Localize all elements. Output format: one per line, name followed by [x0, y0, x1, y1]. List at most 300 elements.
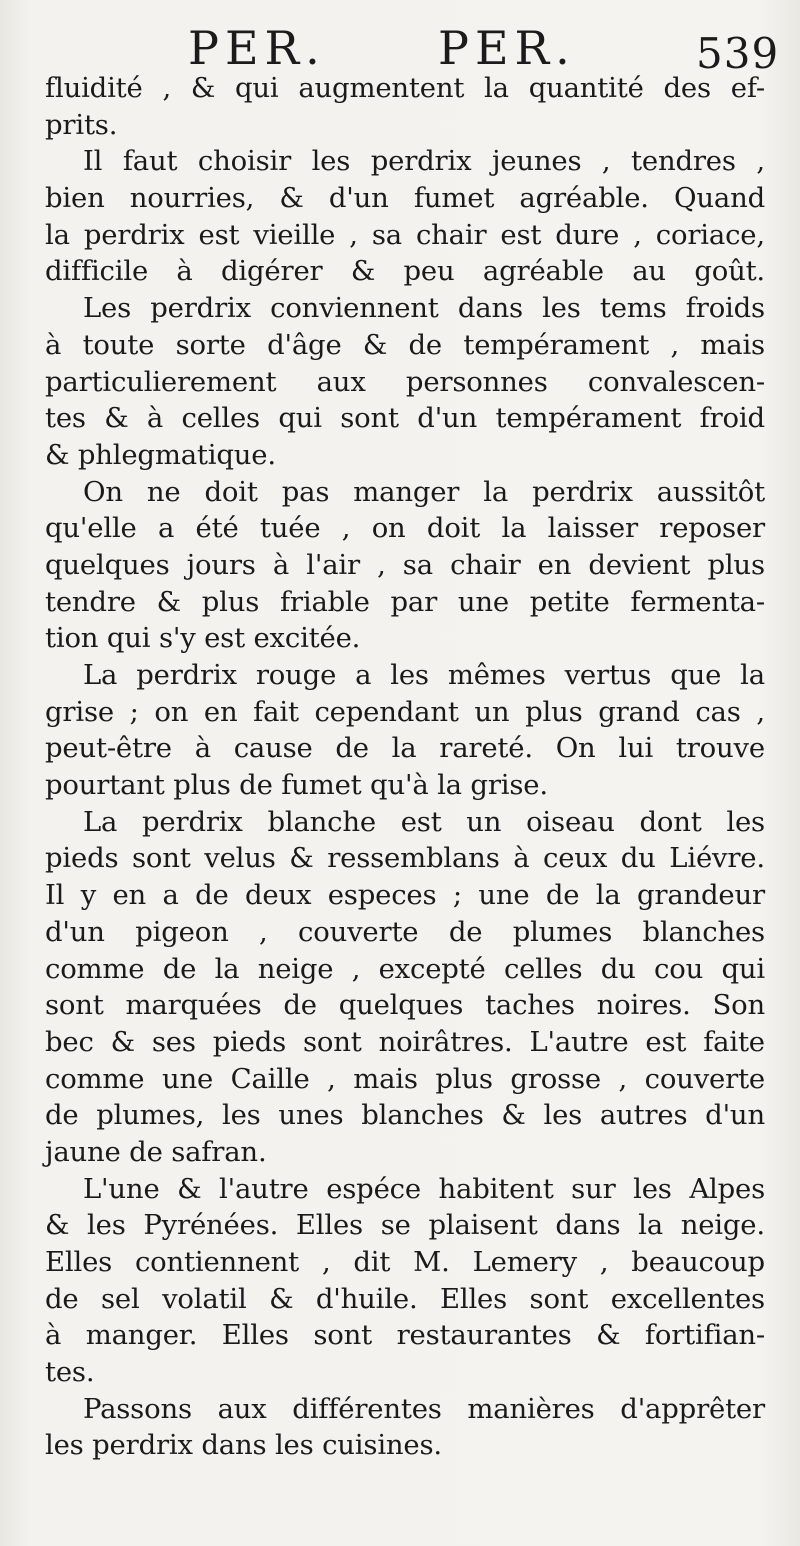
word: on: [154, 695, 189, 728]
word: celles: [181, 402, 260, 435]
word: On: [83, 475, 123, 508]
word: &: [45, 1209, 70, 1242]
word: plus: [201, 585, 260, 618]
word: Elles: [221, 1319, 289, 1352]
text-line: [45, 1244, 765, 1281]
word: &: [596, 1319, 621, 1352]
word: une: [478, 879, 530, 912]
word: perdrix: [83, 218, 185, 251]
word: grosse: [510, 1062, 601, 1095]
text-line: [45, 253, 765, 290]
word: cas: [695, 695, 741, 728]
word: nourries,: [129, 182, 255, 215]
text-line: [45, 1061, 765, 1098]
word: blanche: [267, 805, 376, 838]
word: comme: [45, 952, 145, 985]
word: faite: [703, 1025, 765, 1058]
word: qu'à: [370, 769, 429, 802]
word: vertus: [564, 659, 652, 691]
word: ,: [756, 695, 765, 728]
word: pourtant: [45, 769, 165, 802]
word: fermenta-: [630, 585, 765, 618]
word: Alpes: [689, 1172, 765, 1205]
text-line: [45, 180, 765, 217]
paragraph-first-line: [45, 474, 765, 511]
word: tempérament: [495, 402, 682, 435]
text-line: [45, 1207, 765, 1244]
text-line: [45, 1354, 765, 1391]
word: perdrix: [142, 805, 243, 838]
word: sont: [529, 1282, 589, 1315]
word: Lemery: [472, 1246, 577, 1278]
word: tes.: [45, 1356, 95, 1389]
word: ,: [670, 328, 680, 361]
word: dure: [555, 218, 620, 251]
word: Il: [45, 879, 65, 912]
word: de: [195, 879, 229, 912]
word: les: [390, 659, 429, 691]
word: fumet: [413, 182, 495, 215]
word: est: [500, 218, 542, 251]
word: sont: [340, 402, 399, 435]
word: bien: [45, 182, 105, 215]
word: beaucoup: [631, 1246, 765, 1278]
word: sont: [303, 1025, 362, 1058]
word: &: [350, 255, 376, 288]
text-line: [45, 510, 765, 547]
word: couverte: [298, 915, 419, 948]
word: ceux: [543, 842, 608, 875]
word: &: [177, 1172, 202, 1205]
word: la: [437, 769, 462, 802]
word: la: [740, 659, 765, 691]
word: cuisines.: [322, 1429, 442, 1462]
paragraph-first-line: [45, 1171, 765, 1208]
word: les: [45, 1429, 84, 1462]
word: Elles: [45, 1246, 113, 1278]
paragraph-first-line: [45, 290, 765, 327]
word: Liévre.: [669, 842, 765, 875]
word: en: [537, 548, 572, 581]
running-header: [0, 14, 800, 78]
word: les: [543, 1099, 583, 1132]
word: augmentent: [298, 72, 465, 104]
word: l'air: [306, 548, 360, 581]
word: les: [222, 1099, 261, 1132]
text-line: [45, 914, 765, 951]
text-line: [45, 107, 765, 144]
word: plus: [173, 769, 231, 802]
word: ,: [321, 1246, 331, 1278]
word: perdrix: [92, 1429, 193, 1462]
word: excitée.: [253, 622, 361, 655]
text-line: [45, 584, 765, 621]
word: jours: [186, 548, 256, 581]
word: trouve: [675, 732, 765, 765]
word: plumes,: [96, 1099, 205, 1132]
text-line: [45, 987, 765, 1024]
word: agréable.: [519, 182, 649, 215]
word: est: [400, 805, 442, 838]
word: ,: [599, 1246, 609, 1278]
word: rareté.: [439, 732, 533, 765]
word: celles: [503, 952, 583, 985]
word: ,: [162, 72, 171, 104]
word: ressemblans: [327, 842, 500, 875]
word: perdrix: [532, 475, 633, 508]
word: ,: [351, 952, 361, 985]
word: pieds: [45, 842, 119, 875]
word: on: [371, 512, 406, 545]
word: noires.: [596, 989, 691, 1022]
text-line: [45, 547, 765, 584]
word: cause: [233, 732, 313, 765]
word: Il: [83, 145, 103, 178]
word: excellentes: [610, 1282, 765, 1315]
word: plus: [525, 695, 583, 728]
word: plumes: [512, 915, 613, 948]
word: y: [80, 879, 97, 912]
word: safran.: [171, 1135, 267, 1168]
word: personnes: [405, 365, 548, 398]
word: ;: [129, 695, 139, 728]
word: pigeon: [135, 915, 229, 948]
word: ses: [151, 1025, 196, 1058]
word: agréable: [482, 255, 604, 288]
word: les: [726, 805, 765, 838]
word: d'un: [328, 182, 389, 215]
word: vieille: [253, 218, 336, 251]
word: de: [239, 769, 273, 802]
word: Passons: [83, 1392, 192, 1425]
word: doit: [426, 512, 481, 545]
paragraph-first-line: [45, 70, 765, 107]
word: dans: [201, 1429, 267, 1462]
word: qu'elle: [45, 512, 137, 545]
word: perdrix: [370, 145, 472, 178]
word: &: [190, 72, 216, 104]
text-line: [45, 1097, 765, 1134]
word: reposer: [659, 512, 765, 545]
word: plaisent: [428, 1209, 538, 1242]
word: particulierement: [45, 365, 277, 398]
word: ,: [349, 218, 358, 251]
word: à: [45, 1319, 62, 1352]
word: dont: [639, 805, 702, 838]
word: en: [203, 695, 238, 728]
word: pas: [281, 475, 330, 508]
word: ;: [452, 879, 462, 912]
text-line: [45, 1281, 765, 1318]
word: friable: [279, 585, 370, 618]
word: la: [638, 1209, 663, 1242]
word: blanches: [642, 915, 765, 948]
word: sont: [313, 1319, 373, 1352]
word: coriace,: [655, 218, 765, 251]
word: tendre: [45, 585, 136, 618]
word: ,: [259, 915, 268, 948]
word: blanches: [361, 1099, 484, 1132]
word: la: [45, 218, 70, 251]
word: à: [272, 548, 290, 581]
word: espéce: [326, 1172, 421, 1205]
page-number: 539: [696, 29, 780, 78]
paragraph-first-line: [45, 1391, 765, 1428]
word: ,: [341, 512, 351, 545]
word: perdrix: [136, 659, 237, 691]
word: à: [45, 328, 62, 361]
word: à: [194, 732, 211, 765]
word: &: [279, 182, 304, 215]
word: tempérament: [463, 328, 650, 361]
word: Elles: [295, 1209, 363, 1242]
text-line: [45, 767, 765, 804]
word: fluidité: [45, 72, 143, 104]
word: grise: [45, 695, 114, 728]
word: L'autre: [529, 1025, 629, 1058]
text-line: [45, 840, 765, 877]
word: les: [274, 1429, 314, 1462]
text-line: [45, 437, 765, 474]
word: unes: [278, 1099, 344, 1132]
word: grand: [598, 695, 680, 728]
word: &: [269, 1282, 294, 1315]
word: de: [335, 732, 369, 765]
word: ,: [327, 1062, 336, 1095]
word: Caille: [230, 1062, 310, 1095]
word: dit: [353, 1246, 391, 1278]
word: jeunes: [491, 145, 582, 178]
word: les: [311, 145, 351, 178]
word: &: [362, 328, 388, 361]
word: cou: [654, 952, 704, 985]
word: phlegmatique.: [77, 438, 276, 471]
word: quelques: [45, 548, 170, 581]
word: rouge: [255, 659, 337, 691]
word: par: [390, 585, 438, 618]
word: a: [355, 659, 372, 691]
word: s'y: [158, 622, 196, 655]
word: ,: [756, 145, 765, 178]
word: sur: [571, 1172, 616, 1205]
word: peu: [403, 255, 455, 288]
word: ef-: [730, 72, 765, 104]
word: la: [501, 512, 527, 545]
word: la: [483, 475, 509, 508]
word: &: [289, 842, 314, 875]
word: Elles: [439, 1282, 508, 1315]
text-line: [45, 217, 765, 254]
word: tion: [45, 622, 99, 655]
word: especes: [327, 879, 437, 912]
word: bec: [45, 1025, 94, 1058]
word: ,: [633, 218, 642, 251]
word: M.: [413, 1246, 450, 1278]
word: restaurantes: [396, 1319, 572, 1352]
word: lui: [618, 732, 654, 765]
word: ne: [146, 475, 181, 508]
word: une: [457, 585, 509, 618]
word: la: [595, 879, 621, 912]
word: mêmes: [447, 659, 546, 691]
running-headword-right: PER.: [438, 21, 576, 75]
word: a: [157, 512, 175, 545]
word: les: [542, 292, 581, 325]
word: l'autre: [219, 1172, 309, 1205]
text-line: [45, 1317, 765, 1354]
word: les: [87, 1209, 126, 1242]
word: mais: [700, 328, 765, 361]
paragraph-first-line: [45, 657, 765, 694]
word: sorte: [175, 328, 246, 361]
word: difficile: [45, 255, 149, 288]
word: volatil: [162, 1282, 247, 1315]
word: grise.: [470, 769, 548, 802]
text-line: [45, 1134, 765, 1171]
word: sa: [402, 548, 433, 581]
word: différentes: [292, 1392, 442, 1425]
word: &: [104, 402, 129, 435]
word: sont: [132, 842, 191, 875]
word: que: [670, 659, 722, 691]
word: oiseau: [526, 805, 615, 838]
text-line: [45, 620, 765, 657]
word: froids: [685, 292, 765, 325]
text-line: [45, 877, 765, 914]
word: conviennent: [270, 292, 439, 325]
word: aussitôt: [656, 475, 765, 508]
word: qui: [234, 72, 279, 104]
word: goût.: [694, 255, 765, 288]
word: de: [45, 1099, 79, 1132]
word: de: [45, 1282, 79, 1315]
word: un: [466, 805, 502, 838]
word: fortifian-: [644, 1319, 765, 1352]
word: digérer: [221, 255, 323, 288]
word: quelques: [338, 989, 464, 1022]
word: Pyrénées.: [143, 1209, 279, 1242]
word: d'huile.: [315, 1282, 418, 1315]
word: habitent: [438, 1172, 554, 1205]
word: &: [110, 1025, 135, 1058]
word: sel: [100, 1282, 140, 1315]
word: pieds: [212, 1025, 287, 1058]
word: perdrix: [150, 292, 251, 325]
word: de: [448, 915, 483, 948]
word: neige: [257, 952, 334, 985]
text-line: [45, 1427, 765, 1464]
word: au: [632, 255, 666, 288]
word: a: [162, 879, 179, 912]
word: tuée: [259, 512, 321, 545]
word: de: [545, 879, 580, 912]
word: convalescen-: [587, 365, 765, 398]
body-text: [45, 70, 765, 1464]
word: marquées: [125, 989, 262, 1022]
word: Quand: [674, 182, 765, 215]
word: mais: [353, 1062, 418, 1095]
word: d'âge: [267, 328, 342, 361]
word: &: [45, 438, 70, 471]
text-line: [45, 694, 765, 731]
word: laisser: [547, 512, 638, 545]
word: Son: [712, 989, 765, 1022]
word: ,: [377, 548, 386, 581]
paragraph-first-line: [45, 804, 765, 841]
word: d'un: [417, 402, 478, 435]
word: couverte: [644, 1062, 765, 1095]
paragraph-first-line: [45, 143, 765, 180]
word: faut: [122, 145, 178, 178]
word: aux: [316, 365, 366, 398]
word: de: [129, 1135, 163, 1168]
word: ,: [618, 1062, 628, 1095]
word: deux: [245, 879, 312, 912]
word: à: [176, 255, 193, 288]
word: qui: [106, 622, 151, 655]
text-line: [45, 730, 765, 767]
word: velus: [204, 842, 276, 875]
word: dans: [457, 292, 523, 325]
word: sont: [45, 989, 104, 1022]
text-line: [45, 400, 765, 437]
word: d'un: [705, 1099, 765, 1132]
word: grandeur: [636, 879, 765, 912]
word: des: [663, 72, 711, 104]
word: excepté: [378, 952, 486, 985]
word: froid: [699, 402, 765, 435]
word: &: [501, 1099, 526, 1132]
word: tendres: [631, 145, 736, 178]
word: ,: [601, 145, 611, 178]
word: prits.: [45, 108, 118, 141]
word: cependant: [314, 695, 459, 728]
word: tes: [45, 402, 86, 435]
word: la: [391, 732, 417, 765]
word: de: [162, 952, 197, 985]
word: est: [204, 622, 245, 655]
word: une: [161, 1062, 214, 1095]
word: contiennent: [134, 1246, 300, 1278]
word: du: [620, 842, 656, 875]
word: tems: [599, 292, 667, 325]
word: taches: [485, 989, 575, 1022]
word: la: [484, 72, 509, 104]
word: L'une: [83, 1172, 160, 1205]
word: à: [513, 842, 530, 875]
word: les: [633, 1172, 672, 1205]
text-line: [45, 1024, 765, 1061]
word: qui: [278, 402, 322, 435]
word: toute: [82, 328, 155, 361]
word: d'un: [45, 915, 105, 948]
word: de: [408, 328, 442, 361]
word: Les: [83, 292, 132, 325]
word: fait: [253, 695, 299, 728]
text-line: [45, 364, 765, 401]
word: plus: [435, 1062, 493, 1095]
word: en: [112, 879, 147, 912]
word: qui: [721, 952, 765, 985]
word: devient: [588, 548, 691, 581]
word: est: [198, 218, 240, 251]
word: noirâtres.: [378, 1025, 513, 1058]
text-line: [45, 951, 765, 988]
word: autres: [599, 1099, 688, 1132]
word: aux: [217, 1392, 267, 1425]
word: la: [214, 952, 240, 985]
word: On: [555, 732, 596, 765]
